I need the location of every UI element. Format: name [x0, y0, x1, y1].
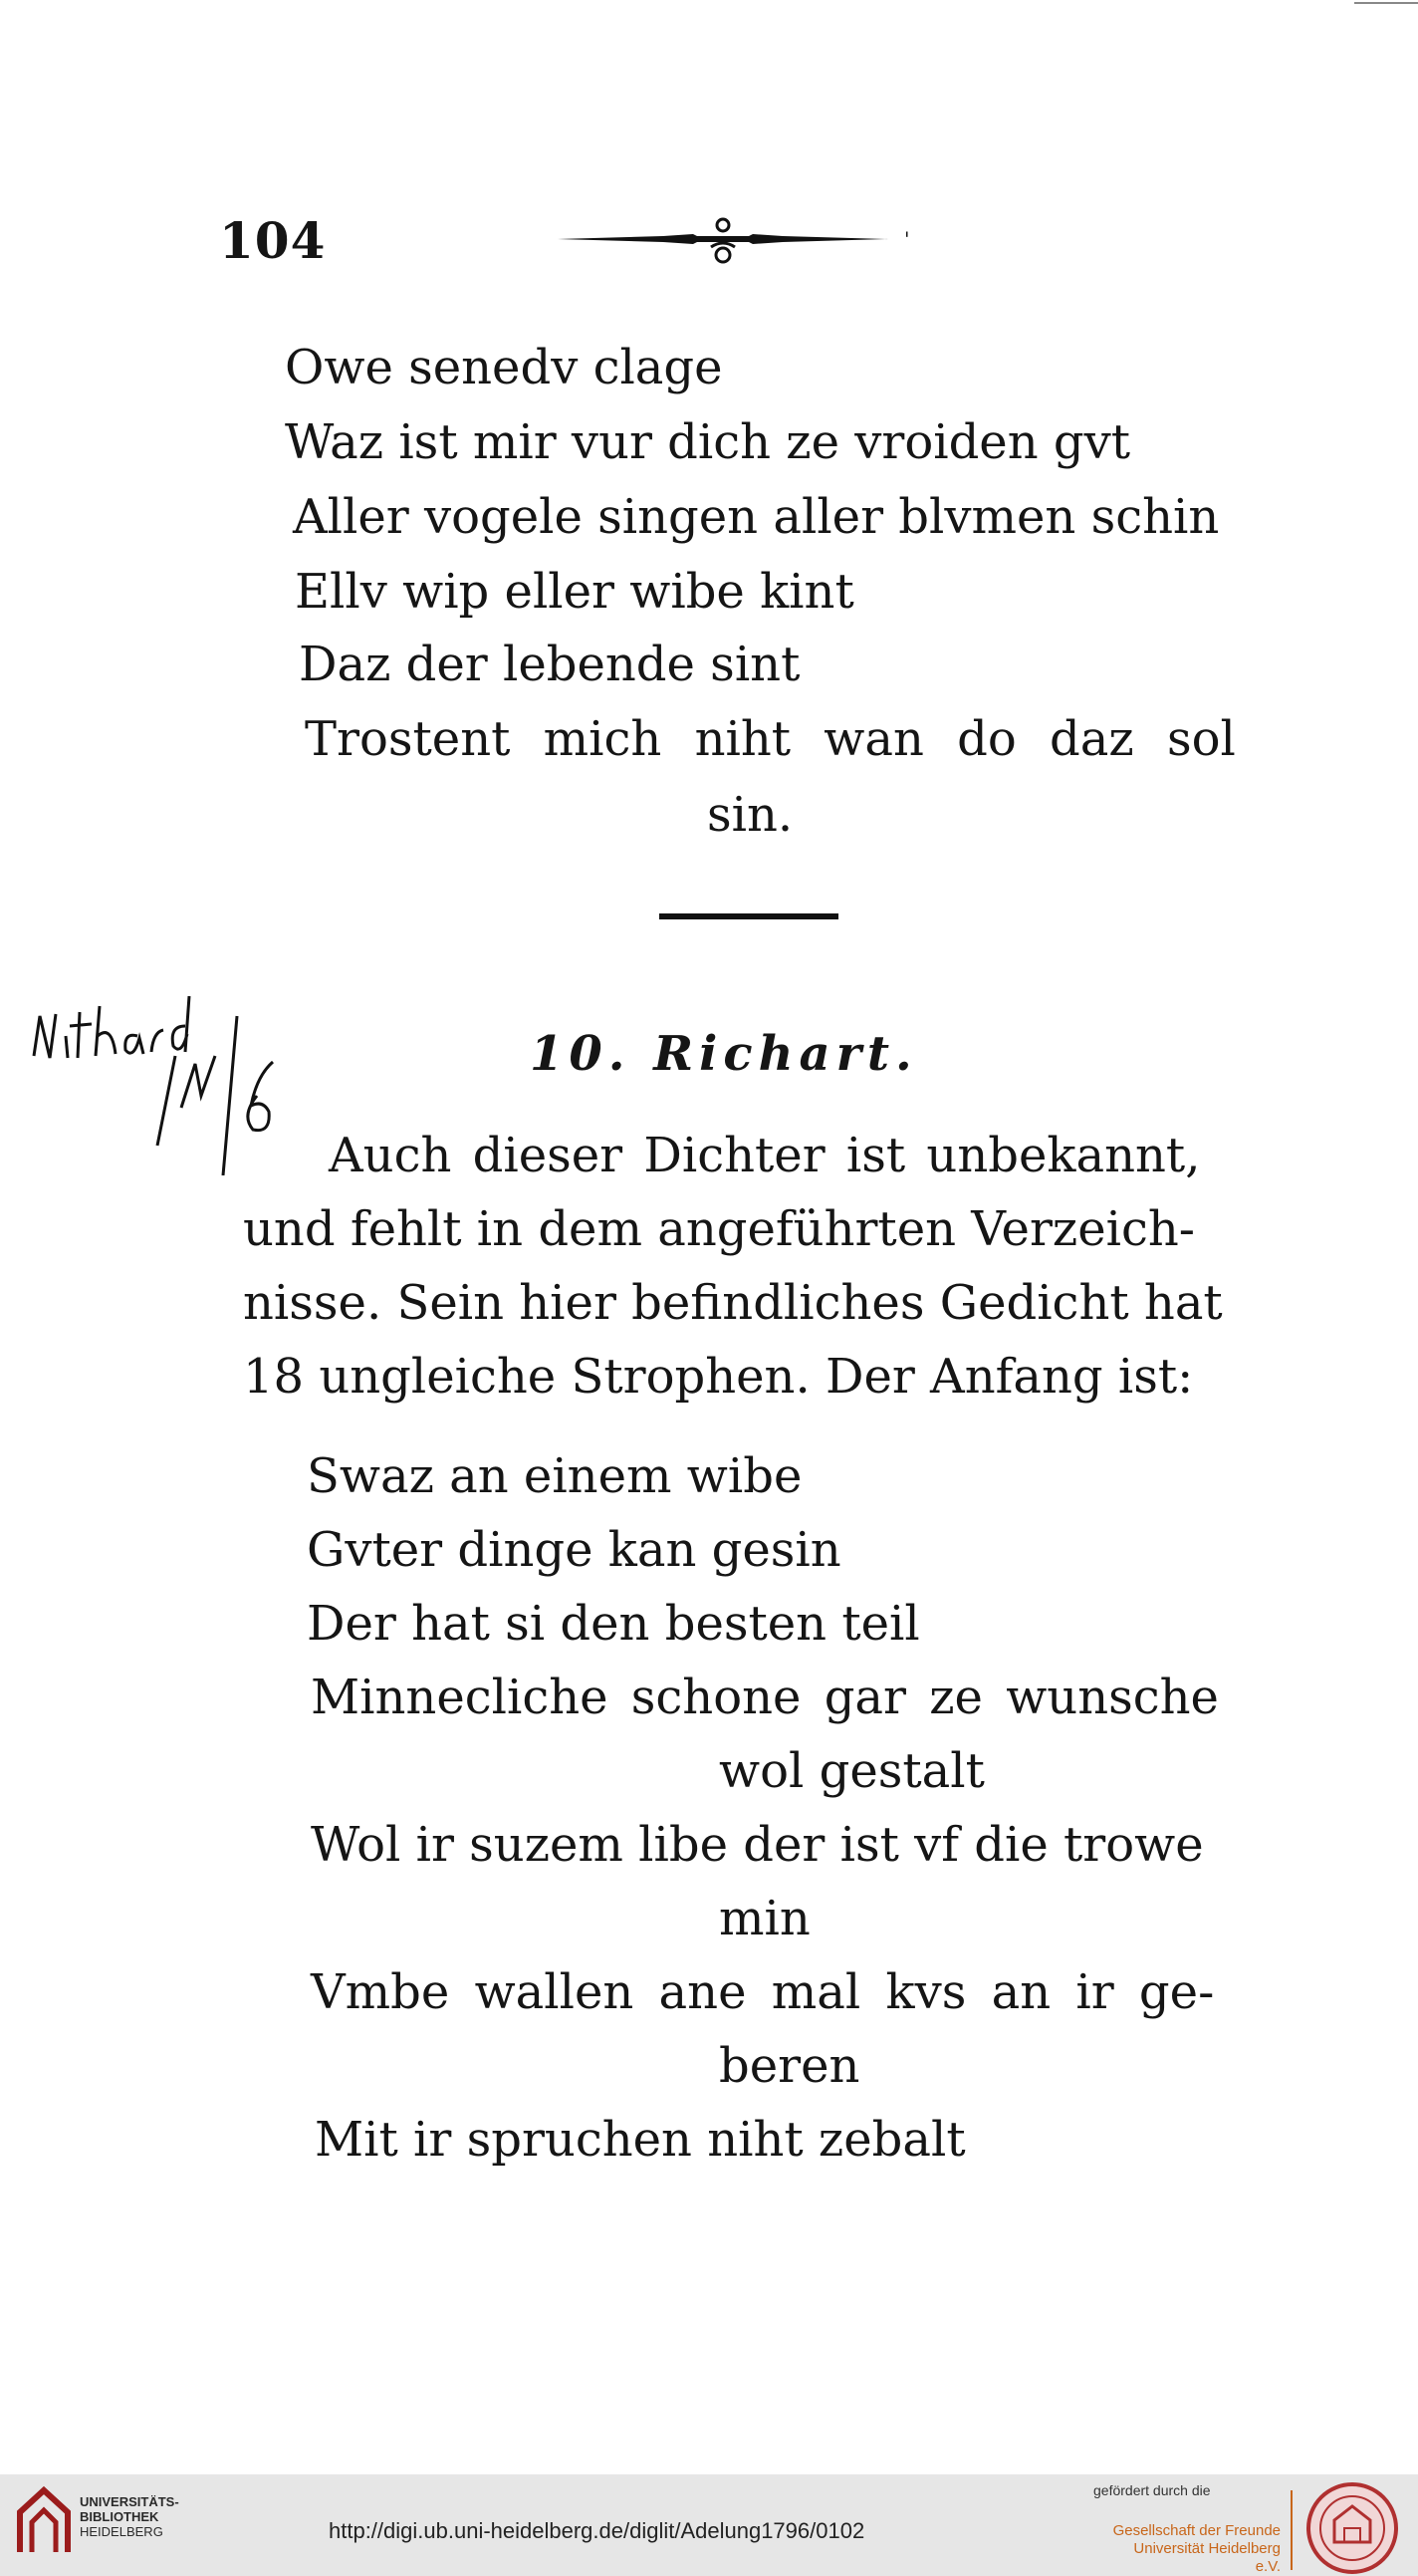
prose-line-1: Auch dieser Dichter ist unbekannt, [329, 1128, 1201, 1183]
section-heading: 10. Richart. [530, 1026, 918, 1082]
poem1-line-4: Ellv wip eller wibe kint [295, 564, 854, 620]
university-seal-icon [1304, 2480, 1400, 2576]
poem2-line-3: Der hat si den besten teil [307, 1596, 920, 1652]
poem2-line-4: Minnecliche schone gar ze wunsche [311, 1670, 1219, 1725]
prose-line-4: 18 ungleiche Strophen. Der Anfang ist: [243, 1349, 1194, 1405]
library-name [80, 2494, 179, 2539]
poem2-line-1: Swaz an einem wibe [307, 1448, 803, 1504]
prose-line-3: nisse. Sein hier befindliches Gedicht hat [243, 1275, 1223, 1331]
library-name-line-3: HEIDELBERG [80, 2524, 163, 2539]
poem2-line-9: beren [719, 2038, 860, 2094]
university-library-logo [14, 2482, 74, 2566]
poem1-line-7: sin. [707, 787, 794, 843]
corner-line [1354, 2, 1418, 4]
handwritten-annotation [26, 996, 364, 1175]
prose-line-2: und fehlt in dem angeführten Verzeich- [243, 1201, 1195, 1257]
page-number: 104 [219, 211, 327, 270]
sponsor-line-1: Gesellschaft der Freunde [1112, 2522, 1281, 2539]
library-name-line-1: UNIVERSITÄTS- [80, 2494, 179, 2509]
section-rule [659, 913, 838, 919]
permalink-url[interactable]: http://digi.ub.uni-heidelberg.de/diglit/Adelung1796/0102 [329, 2518, 865, 2543]
poem2-line-2: Gvter dinge kan gesin [307, 1522, 841, 1578]
library-name-line-2: BIBLIOTHEK [80, 2509, 159, 2524]
ornament-divider [554, 217, 892, 277]
poem2-line-7: min [719, 1891, 811, 1946]
funded-by-label: gefördert durch die [1093, 2482, 1211, 2498]
poem2-line-5: wol gestalt [719, 1743, 985, 1799]
poem1-line-2: Waz ist mir vur dich ze vroiden gvt [285, 414, 1130, 470]
poem1-line-5: Daz der lebende sint [299, 637, 801, 692]
sponsor-name [1105, 2522, 1281, 2576]
poem1-line-6: Trostent mich niht wan do daz sol [305, 711, 1236, 767]
footer-divider [1291, 2490, 1293, 2570]
poem1-line-1: Owe senedv clage [285, 340, 723, 395]
poem2-line-6: Wol ir suzem libe der ist vf die trowe [311, 1817, 1204, 1873]
sponsor-line-2: Universität Heidelberg e.V. [1133, 2540, 1281, 2575]
poem2-line-10: Mit ir spruchen niht zebalt [315, 2112, 966, 2168]
stray-mark: ' [904, 227, 910, 251]
poem2-line-8: Vmbe wallen ane mal kvs an ir ge- [311, 1964, 1215, 2020]
poem1-line-3: Aller vogele singen aller blvmen schin [293, 489, 1220, 545]
